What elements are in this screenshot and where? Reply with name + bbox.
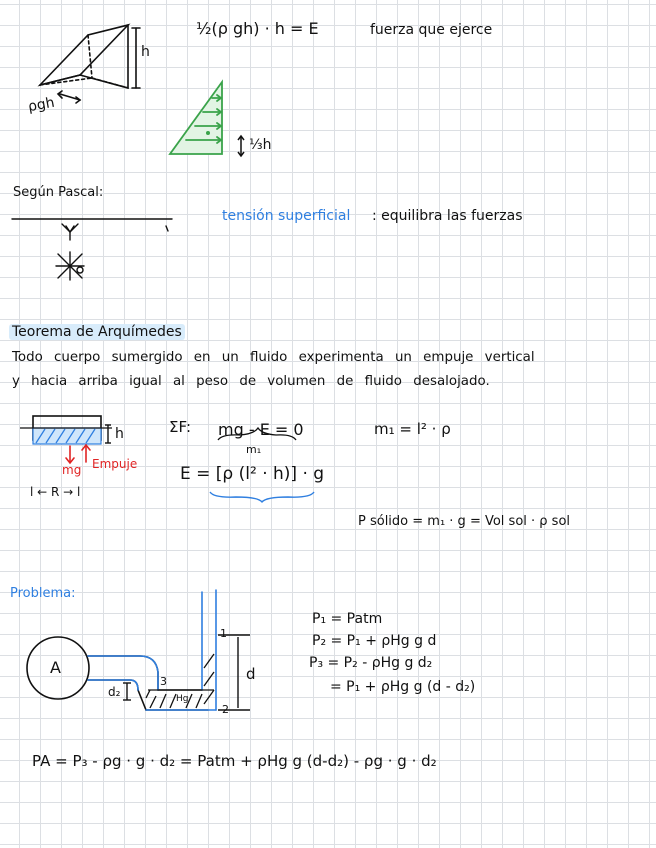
archimedes-block bbox=[20, 416, 112, 463]
mercury-label: Hg bbox=[176, 694, 189, 704]
prism-rho-gh-label: ρgh bbox=[26, 94, 56, 116]
final-pressure-equation: PA = P₃ - ρg · g · d₂ = Patm + ρHg g (d-d₂) - ρg · g · d₂ bbox=[32, 752, 437, 770]
empuje-label: Empuje bbox=[92, 457, 138, 471]
third-h-label: ⅓h bbox=[249, 137, 272, 153]
R-dimension-label: l ← R → l bbox=[30, 485, 81, 499]
solid-weight-equation: P sólido = m₁ · g = Vol sol · ρ sol bbox=[358, 514, 571, 529]
archimedes-line-1: Todo cuerpo sumergido en un fluido experimenta un empuje vertical bbox=[12, 350, 535, 365]
prism-sketch bbox=[40, 25, 140, 103]
d2-label: d₂ bbox=[108, 685, 121, 699]
point-2-label: 2 bbox=[222, 703, 229, 716]
sum-forces-label: ΣF: bbox=[169, 418, 191, 436]
tension-definition: : equilibra las fuerzas bbox=[372, 208, 523, 224]
d-label: d bbox=[246, 665, 256, 683]
balance-equation: mg - E = 0 bbox=[218, 420, 304, 439]
force-note: fuerza que ejerce bbox=[370, 22, 493, 38]
archimedes-heading: Teorema de Arquímedes bbox=[9, 324, 185, 340]
mass-equation: m₁ = l² · ρ bbox=[374, 420, 451, 438]
point-3-label: 3 bbox=[160, 675, 167, 688]
third-h-arrow bbox=[238, 136, 244, 156]
brace-sketch bbox=[210, 492, 314, 502]
pressure-eq-4: = P₁ + ρHg g (d - d₂) bbox=[330, 679, 476, 695]
buoyancy-equation: E = [ρ (l² · h)] · g bbox=[180, 464, 325, 484]
surface-tension-sketch bbox=[12, 219, 172, 280]
pressure-eq-1: P₁ = Patm bbox=[312, 611, 383, 627]
vessel-A-label: A bbox=[50, 658, 61, 677]
block-h-label: h bbox=[115, 426, 124, 442]
pascal-heading: Según Pascal: bbox=[13, 185, 104, 200]
pressure-eq-2: P₂ = P₁ + ρHg g d bbox=[312, 633, 437, 649]
pressure-eq-3: P₃ = P₂ - ρHg g d₂ bbox=[309, 655, 433, 671]
archimedes-line-2: y hacia arriba igual al peso de volumen de fluido desalojado. bbox=[12, 374, 490, 389]
centroid-dot bbox=[206, 131, 210, 135]
energy-equation: ½(ρ gh) · h = E bbox=[196, 19, 319, 38]
pressure-triangle bbox=[170, 82, 222, 154]
mg-label: mg bbox=[62, 463, 82, 477]
tension-term: tensión superficial bbox=[222, 208, 351, 224]
problema-heading: Problema: bbox=[10, 586, 76, 601]
m1-brace-label: m₁ bbox=[246, 443, 262, 456]
prism-h-label: h bbox=[141, 44, 150, 60]
point-1-label: 1 bbox=[220, 627, 227, 640]
